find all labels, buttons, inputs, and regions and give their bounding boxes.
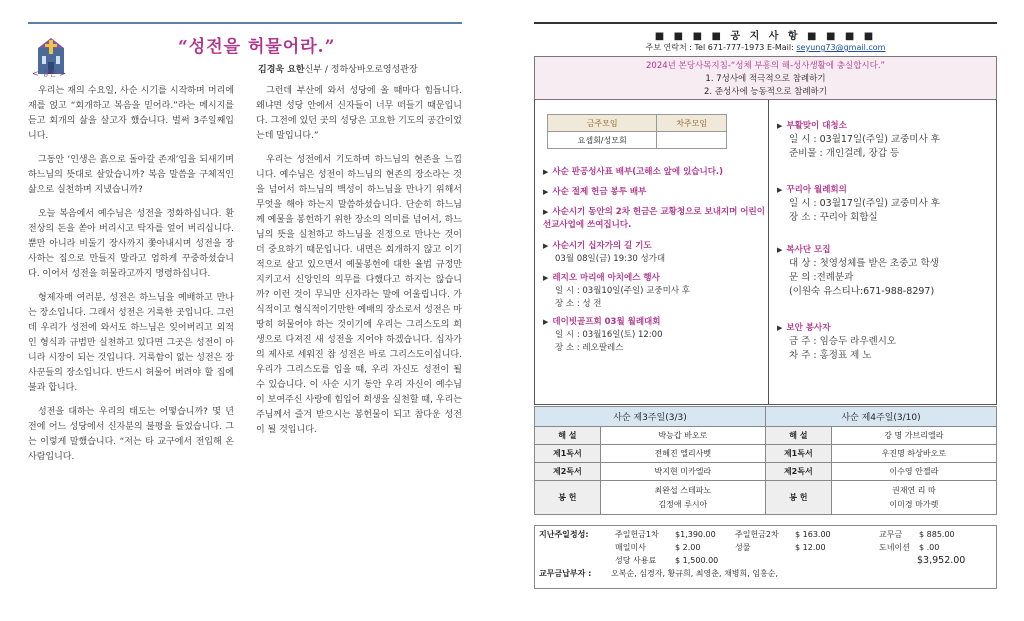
donor-label: 교무금납부자 : xyxy=(539,569,592,578)
ministry-schedule-table xyxy=(534,406,997,515)
notice-heading: 사순시기 십자가의 길 기도 xyxy=(552,241,652,251)
finance-summary xyxy=(534,525,997,589)
paragraph: 우리는 재의 수요일, 사순 시기를 시작하며 머리에 재를 얹고 “회개하고 복음을 믿어라.”라는 메시지를 듣고 회개의 삶을 살고자 했습니다. 벌써 3주일째입니다. xyxy=(28,86,234,141)
triangle-bullet-icon: ▶ xyxy=(543,188,549,196)
contact-label: 주보 연락처 : Tel 671-777-1973 E-Mail: xyxy=(645,43,797,52)
triangle-bullet-icon: ▶ xyxy=(543,168,549,176)
finance-value: $ .00 xyxy=(919,543,940,552)
notice-item xyxy=(543,186,765,199)
motto-line-1: 2024년 본당사목지침-“성체 부흥의 해-성사생활에 충실합시다.” xyxy=(646,61,885,71)
notice-detail: 차 주 : 홍정표 제 노 xyxy=(789,350,872,361)
role-value: 박지현 미카엘라 xyxy=(600,463,765,481)
role-label: 봉 헌 xyxy=(765,481,831,515)
notice-item xyxy=(777,244,995,299)
table-row xyxy=(535,427,997,445)
table-row xyxy=(535,481,997,515)
role-label: 해 설 xyxy=(535,427,601,445)
emblem-caption: < 강론 > xyxy=(32,69,66,78)
author-name: 김경욱 요한 xyxy=(258,65,305,75)
finance-value: $1,390.00 xyxy=(675,530,716,539)
notice-heading: 복사단 모집 xyxy=(786,245,831,255)
paragraph: 그동안 ‘인생은 흙으로 돌아갈 존재’임을 되새기며 하느님의 뜻대로 살았습니까? 복음 말씀을 구체적인 삶으로 실천하며 지냈습니까? xyxy=(28,155,234,195)
role-value: 전혜진 엘리사벳 xyxy=(600,445,765,463)
role-value: 이수영 안젤라 xyxy=(831,463,996,481)
homily-column-2 xyxy=(256,84,462,447)
notice-item xyxy=(543,166,765,179)
notice-item xyxy=(777,322,995,363)
notice-detail: 일 시 : 03월10일(주일) 교중미사 후 xyxy=(555,286,690,296)
notice-heading: 사순시기 동안의 2차 헌금은 교황청으로 보내지며 어린이 선교사업에 쓰여집니다. xyxy=(543,207,765,230)
notice-detail: 금 주 : 임승두 라우렌시오 xyxy=(789,336,897,347)
homily-column-1 xyxy=(28,84,234,474)
notice-heading: 보안 봉사자 xyxy=(786,323,831,333)
author-byline xyxy=(258,62,418,75)
role-value: 우진명 하상바오로 xyxy=(831,445,996,463)
triangle-bullet-icon: ▶ xyxy=(777,324,783,332)
paragraph: 오늘 복음에서 예수님은 성전을 정화하십니다. 환전상의 돈을 쏟아 버리시고 탁자를 엎어 버리십니다. 뿐만 아니라 비둘기 장사까지 쫓아내시며 성전을 장사하는 집으로 만들지 말라고 엄하게 꾸중하셨습니다. 이어서 성전을 허물라고까지 명령하십니다. xyxy=(28,209,234,279)
notice-heading: 부활맞이 대청소 xyxy=(786,121,847,131)
notice-item xyxy=(777,120,995,161)
meeting-table xyxy=(547,114,727,149)
motto-line-2: 1. 7성사에 적극적으로 참례하기 xyxy=(705,74,826,84)
finance-item: 교무금 xyxy=(879,530,903,539)
notice-item xyxy=(543,206,765,232)
notice-detail: 문 의 :전례분과 xyxy=(789,272,854,283)
paragraph: 우리는 성전에서 기도하며 하느님의 현존을 느낍니다. 예수님은 성전이 하느님의 현존의 장소라는 것을 넘어서 하느님의 백성이 하느님을 만나기 위해서 무엇을 해야 하는지 말씀하셨습니다. 단순히 하느님께 예물을 봉헌하기 위한 장소의 의미를 넘어서, 하느님의 뜻을 실천하고 하느님을 진정으로 만나는 것이 더 중요하기 때문입니다. 내면은 회개하지 않고 이기적으로 살고 있으면서 예물봉헌에 대한 율법 규정만 지키고서 신앙인의 의무를 다했다고 하지는 않습니까? 이런 것이 무늬만 신자라는 말에 어울립니다. 가식적이고 형식적이기만한 예배의 장소로서 성전은 마땅히 허물어야 하는 것이기에 우리는 그리스도의 희생으로 다져진 새 성전을 지어야 하겠습니다. 십자가의 제사로 세워진 참 성전은 바로 그리스도이십니다. 우리가 그리스도를 입을 때, 우리 자신도 성전이 될 수 있습니다. 이 사순 시기 동안 우리 자신이 예수님이 보여주신 사랑에 힘입어 희생을 실천할 때, 우리는 주님께서 즐겨 받으시는 봉헌물이 되고 참다운 성전이 될 것입니다. xyxy=(256,155,462,435)
role-label: 제1독서 xyxy=(765,445,831,463)
week-b-header: 사순 제4주일(3/10) xyxy=(765,407,996,427)
finance-value: $ 885.00 xyxy=(919,530,955,539)
week-a-header: 사순 제3주일(3/3) xyxy=(535,407,766,427)
meeting-this-week-value: 요셉회/성모회 xyxy=(548,132,657,149)
triangle-bullet-icon: ▶ xyxy=(543,318,549,326)
triangle-bullet-icon: ▶ xyxy=(777,246,783,254)
role-value: 권재연 리 따 이미경 마가렛 xyxy=(831,481,996,515)
paragraph: 형제자매 여러분, 성전은 하느님을 예배하고 만나는 장소입니다. 그래서 성전은 거룩한 곳입니다. 그런데 우리가 성전에 와서도 하느님은 잊어버리고 외적인 형식과 규범만 실천하고 있다면 그곳은 성전이 아니라 시장이 되는 것입니다. 거룩함이 없는 성전은 장사꾼들의 장소입니다. 반드시 허물어 버려야 할 집에 불과 합니다. xyxy=(28,293,234,393)
notice-heading: 레지오 마리애 아치에스 행사 xyxy=(552,273,660,283)
notice-detail: 일 시 : 03월16일(토) 12:00 xyxy=(555,330,663,340)
author-role: 신부 / 정하상바오로영성관장 xyxy=(304,65,418,75)
finance-item: 성당 사용료 xyxy=(615,556,657,565)
notice-detail: 준비물 : 개인걸레, 장갑 등 xyxy=(789,148,900,159)
notice-title: ■ ■ ■ ■ 공 지 사 항 ■ ■ ■ ■ xyxy=(534,22,997,40)
finance-item: 매일미사 xyxy=(615,543,646,552)
triangle-bullet-icon: ▶ xyxy=(777,186,783,194)
finance-value: $ 163.00 xyxy=(795,530,831,539)
meeting-next-week-value xyxy=(657,132,727,149)
notice-detail: 장 소 : 꾸리아 회합실 xyxy=(789,212,878,223)
notice-item xyxy=(543,240,765,266)
finance-value: $ 12.00 xyxy=(795,543,826,552)
contact-line xyxy=(534,42,997,53)
notice-detail: 일 시 : 03월17일(주일) 교중미사 후 xyxy=(789,198,940,209)
notice-detail: 일 시 : 03월17일(주일) 교중미사 후 xyxy=(789,134,940,145)
finance-total: $3,952.00 xyxy=(917,555,966,566)
notice-box xyxy=(534,100,997,405)
table-row xyxy=(535,463,997,481)
homily-page xyxy=(28,22,462,602)
notice-heading: 사순 판공성사표 배부(고해소 앞에 있습니다.) xyxy=(552,167,724,177)
notice-heading: 데이빗골프회 03월 월례대회 xyxy=(552,317,661,327)
role-label: 해 설 xyxy=(765,427,831,445)
notice-item xyxy=(777,184,995,225)
triangle-bullet-icon: ▶ xyxy=(543,208,549,216)
role-label: 제2독서 xyxy=(535,463,601,481)
finance-item: 주일헌금1차 xyxy=(615,530,659,539)
notice-detail: (이원숙 유스티나:671-988-8297) xyxy=(789,286,935,297)
role-value: 강 명 가브리엘라 xyxy=(831,427,996,445)
finance-value: $ 1,500.00 xyxy=(675,556,719,565)
email-link[interactable]: seyung73@gmail.com xyxy=(796,43,886,52)
paragraph: 성전을 대하는 우리의 태도는 어떻습니까? 몇 년 전에 어느 성당에서 신자분의 불평을 들었습니다. 그는 이렇게 말했습니다. “저는 타 교구에서 전입해 온 사람입니다. xyxy=(28,407,234,462)
meeting-next-week-header: 차주모임 xyxy=(657,115,727,132)
notice-detail: 장 소 : 성 전 xyxy=(555,299,602,309)
notice-item xyxy=(543,272,765,311)
top-rule xyxy=(28,22,462,24)
column-divider xyxy=(768,100,769,405)
triangle-bullet-icon: ▶ xyxy=(543,274,549,282)
donor-list: 오복순, 심경자, 황규희, 최영춘, 채병희, 임홍순, xyxy=(611,569,779,578)
finance-item: 도네이션 xyxy=(879,543,910,552)
role-value: 박능갑 바오로 xyxy=(600,427,765,445)
triangle-bullet-icon: ▶ xyxy=(777,122,783,130)
notice-detail: 03월 08일(금) 19:30 성가대 xyxy=(555,254,666,264)
role-value: 최완섭 스테파노 김정애 루시아 xyxy=(600,481,765,515)
triangle-bullet-icon: ▶ xyxy=(543,242,549,250)
finance-label: 지난주일정성: xyxy=(539,530,589,539)
finance-value: $ 2.00 xyxy=(675,543,701,552)
notice-detail: 대 상 : 첫영성체를 받은 초중고 학생 xyxy=(789,258,939,269)
role-label: 봉 헌 xyxy=(535,481,601,515)
homily-title: “성전을 허물어라.” xyxy=(178,37,336,57)
table-row xyxy=(535,445,997,463)
pastoral-motto xyxy=(534,56,997,100)
notice-detail: 장 소 : 레오팔레스 xyxy=(555,343,624,353)
notice-heading: 꾸리아 월례회의 xyxy=(786,185,847,195)
notice-item xyxy=(543,316,765,355)
finance-item: 성물 xyxy=(735,543,751,552)
notice-heading: 사순 절제 헌금 봉투 배부 xyxy=(552,187,647,197)
meeting-this-week-header: 금주모임 xyxy=(548,115,657,132)
role-label: 제2독서 xyxy=(765,463,831,481)
finance-item: 주일헌금2차 xyxy=(735,530,779,539)
role-label: 제1독서 xyxy=(535,445,601,463)
motto-line-3: 2. 준성사에 능동적으로 참례하기 xyxy=(704,87,827,97)
notice-page xyxy=(534,22,997,582)
paragraph: 그런데 부산에 와서 성당에 올 때마다 힘듭니다. 왜냐면 성당 안에서 신자들이 너무 떠들기 때문입니다. 그전에 있던 곳의 성당은 고요한 기도의 공간이었는데 말입니다.” xyxy=(256,86,462,141)
